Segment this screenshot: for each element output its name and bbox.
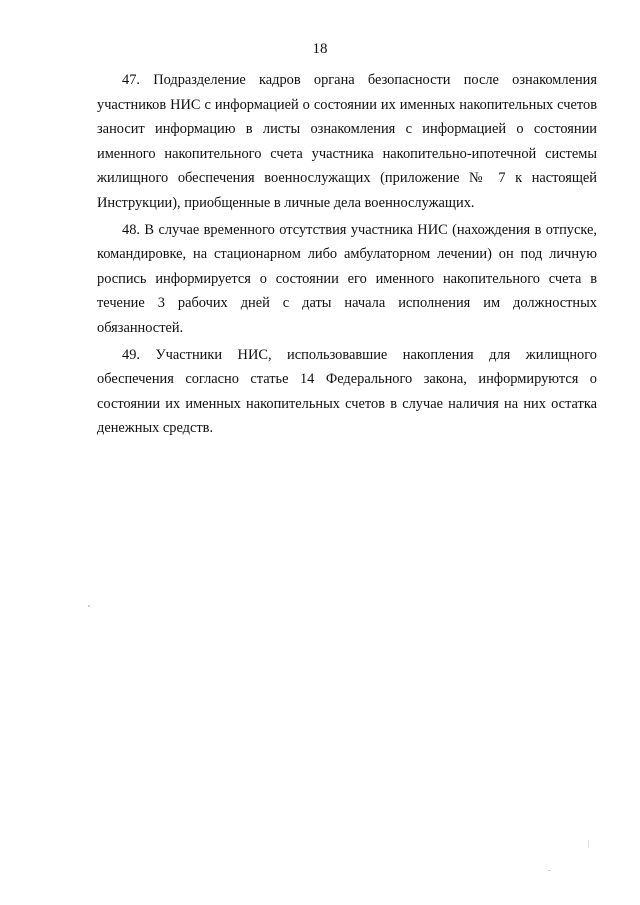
- scan-speck: [548, 870, 551, 871]
- scan-speck: [588, 840, 589, 848]
- paragraph-49: 49. Участники НИС, использовавшие накопления для жилищного обеспечения согласно статье 14 Федерального закона, информируются о состоянии их именных накопительных счетов в случае наличия на них остатка денежных средств.: [97, 346, 597, 437]
- paragraph-48: 48. В случае временного отсутствия участника НИС (нахождения в отпуске, командировке, на стационарном либо амбулаторном лечении) он под личную роспись информируется о состоянии его именного накопительного счета в течение 3 рабочих дней с даты начала исполнения им должностных обязанностей.: [97, 221, 597, 336]
- scan-speck: [88, 605, 90, 607]
- document-body: [97, 68, 597, 441]
- page-number: 18: [312, 41, 328, 57]
- paragraph-47: 47. Подразделение кадров органа безопасности после ознакомления участников НИС с информацией о состоянии их именных накопительных счетов заносит информацию в листы ознакомления с информацией о состоянии именного накопительного счета участника накопительно-ипотечной системы жилищного обеспечения военнослужащих (приложение № 7 к настоящей Инструкции), приобщенные в личные дела военнослужащих.: [97, 72, 597, 211]
